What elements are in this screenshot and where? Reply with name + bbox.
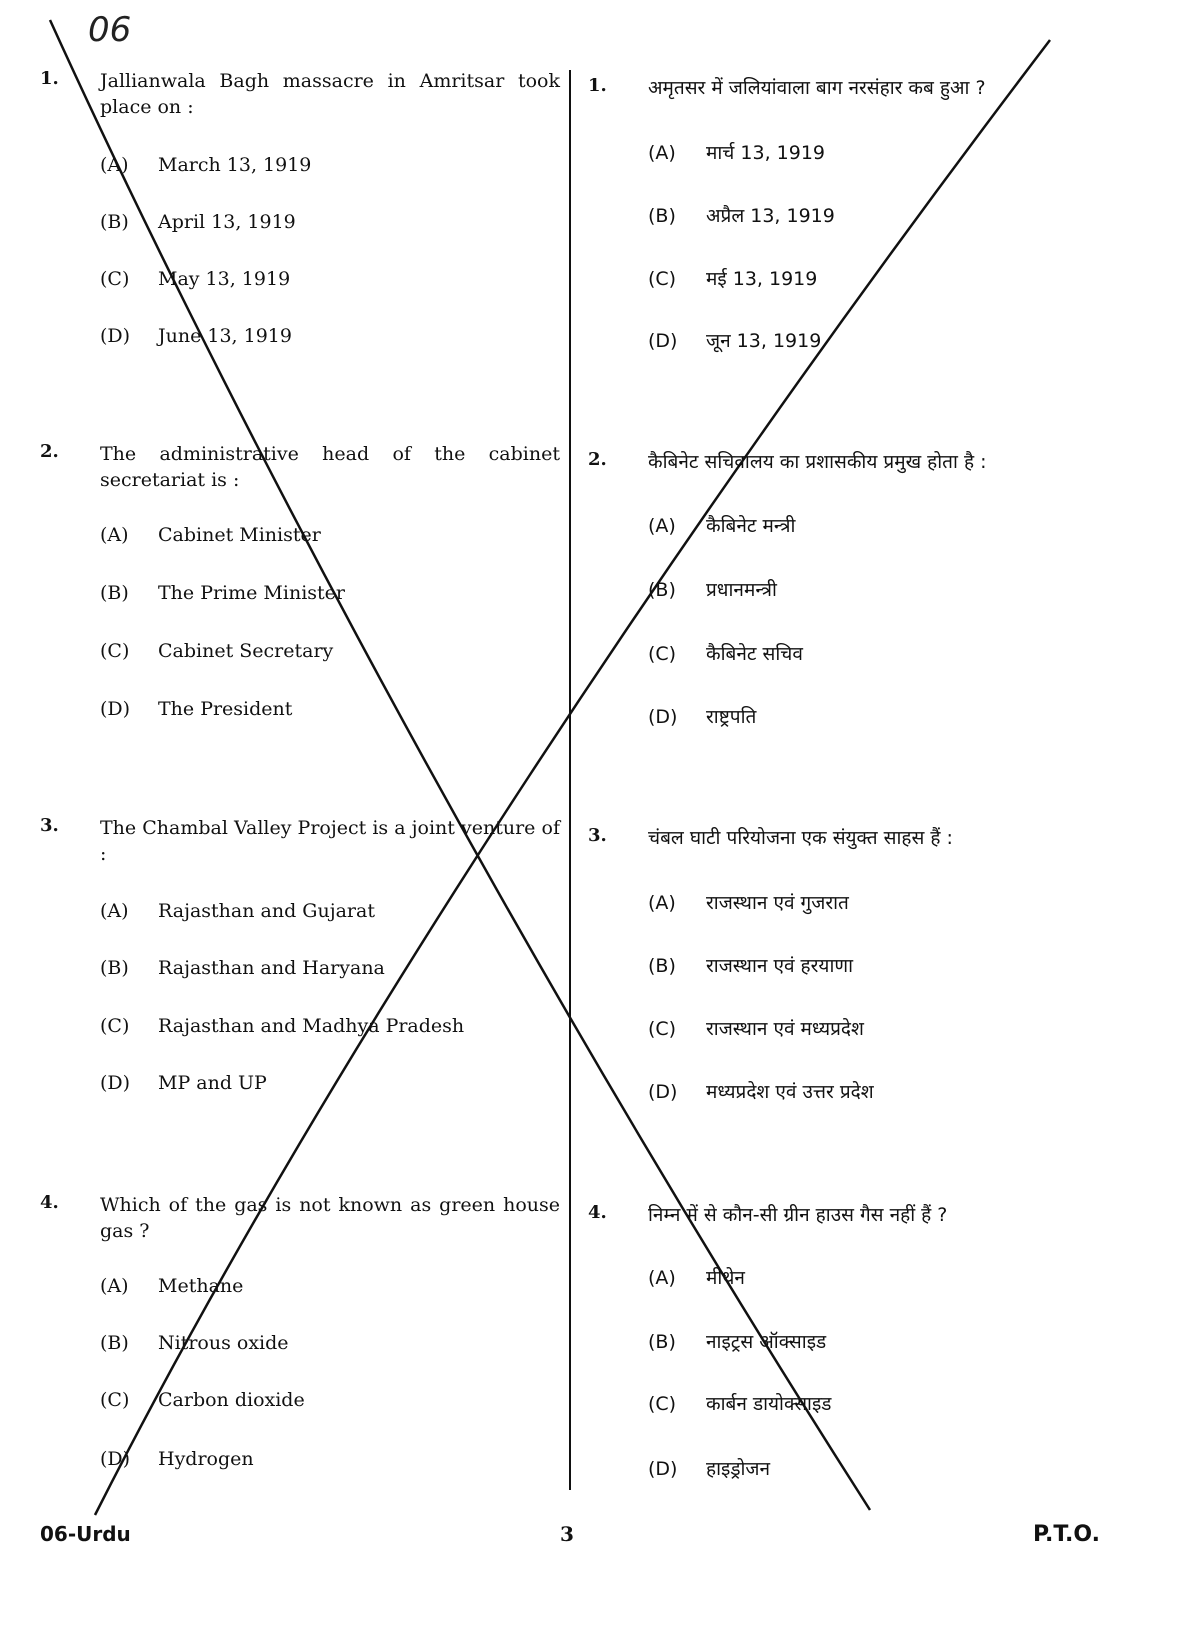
question-number: 1. — [588, 75, 607, 96]
option-c: (C) Cabinet Secretary — [100, 640, 334, 662]
option-b: (B) नाइट्रस ऑक्साइड — [648, 1331, 827, 1353]
question-number: 3. — [588, 825, 607, 846]
option-b: (B) प्रधानमन्त्री — [648, 579, 777, 601]
option-a: (A) कैबिनेट मन्त्री — [648, 515, 796, 537]
question-text: The Chambal Valley Project is a joint venture of : — [100, 817, 560, 865]
question-number: 3. — [40, 815, 59, 836]
option-d: (D) Hydrogen — [100, 1448, 254, 1470]
option-d: (D) June 13, 1919 — [100, 325, 292, 347]
option-b: (B) April 13, 1919 — [100, 211, 296, 233]
option-c: (C) राजस्थान एवं मध्यप्रदेश — [648, 1018, 864, 1040]
column-divider — [569, 70, 571, 1490]
question-text: Jallianwala Bagh massacre in Amritsar took place on : — [100, 70, 560, 118]
question-text: The administrative head of the cabinet secretariat is : — [100, 443, 560, 491]
question-number: 2. — [588, 449, 607, 470]
question-text: कैबिनेट सचिवालय का प्रशासकीय प्रमुख होता है : — [648, 451, 987, 473]
question-text: Which of the gas is not known as green house gas ? — [100, 1194, 560, 1242]
option-b: (B) राजस्थान एवं हरयाणा — [648, 955, 854, 977]
question-text: अमृतसर में जलियांवाला बाग नरसंहार कब हुआ ? — [648, 77, 986, 99]
footer-page-number: 3 — [560, 1522, 574, 1546]
question-number: 1. — [40, 68, 59, 89]
footer-pto: P.T.O. — [1032, 1522, 1100, 1547]
option-d: (D) The President — [100, 698, 293, 720]
option-a: (A) Methane — [100, 1275, 244, 1297]
option-d: (D) जून 13, 1919 — [648, 330, 822, 352]
option-b: (B) The Prime Minister — [100, 582, 345, 604]
option-c: (C) कैबिनेट सचिव — [648, 643, 803, 665]
option-d: (D) मध्यप्रदेश एवं उत्तर प्रदेश — [648, 1081, 874, 1103]
option-c: (C) Rajasthan and Madhya Pradesh — [100, 1015, 465, 1037]
handwritten-annotation: 06 — [88, 10, 132, 50]
question-number: 2. — [40, 441, 59, 462]
question-number: 4. — [588, 1202, 607, 1223]
question-text: चंबल घाटी परियोजना एक संयुक्त साहस हैं : — [648, 827, 953, 849]
option-c: (C) कार्बन डायोक्साइड — [648, 1393, 832, 1415]
option-a: (A) Rajasthan and Gujarat — [100, 900, 375, 922]
option-a: (A) March 13, 1919 — [100, 154, 312, 176]
option-a: (A) राजस्थान एवं गुजरात — [648, 892, 849, 914]
option-d: (D) MP and UP — [100, 1072, 267, 1094]
option-a: (A) Cabinet Minister — [100, 524, 321, 546]
question-number: 4. — [40, 1192, 59, 1213]
option-c: (C) मई 13, 1919 — [648, 268, 818, 290]
option-d: (D) हाइड्रोजन — [648, 1458, 771, 1480]
question-text: निम्न में से कौन-सी ग्रीन हाउस गैस नहीं हैं ? — [648, 1204, 948, 1226]
option-b: (B) Nitrous oxide — [100, 1332, 289, 1354]
option-c: (C) Carbon dioxide — [100, 1389, 305, 1411]
option-b: (B) अप्रैल 13, 1919 — [648, 205, 835, 227]
option-c: (C) May 13, 1919 — [100, 268, 291, 290]
footer-paper-code: 06-Urdu — [40, 1522, 131, 1546]
option-a: (A) मीथेन — [648, 1267, 745, 1289]
option-d: (D) राष्ट्रपति — [648, 706, 757, 728]
option-b: (B) Rajasthan and Haryana — [100, 957, 385, 979]
option-a: (A) मार्च 13, 1919 — [648, 142, 825, 164]
